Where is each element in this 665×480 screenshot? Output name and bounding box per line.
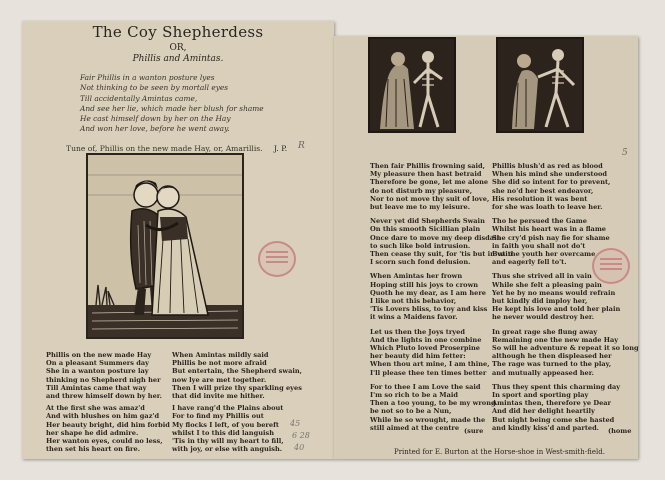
- pencil-number: 45: [290, 419, 301, 428]
- verse-line: Tho he persued the Game: [492, 217, 587, 226]
- verse-line: But entertain, the Shepherd swain,: [172, 367, 302, 376]
- verse-line: although he then displeased her: [492, 352, 612, 361]
- verse-line: whilst I to this did languish: [172, 428, 275, 437]
- verse-line: His resolution it was bent: [492, 194, 588, 203]
- verse-line: but leave me to my leisure.: [370, 203, 471, 212]
- verse-line: now lye are met together.: [172, 375, 267, 384]
- verse-line: I'm so rich to be a Maid: [370, 391, 458, 400]
- intro-line: And won her love, before he went away.: [80, 124, 230, 134]
- verse-line: When Amintas mildly said: [172, 351, 269, 359]
- verse-line: for she was loath to leave her.: [492, 203, 603, 212]
- verse-line: Then fair Phillis frowning said,: [370, 162, 485, 170]
- left-verse-column-2: [172, 351, 305, 454]
- verse-line: Once dare to move my deep disdain: [370, 233, 502, 242]
- verse-line: At the first she was amaz'd: [46, 404, 145, 413]
- verse-line: Quoth he my dear, as I am here: [370, 288, 486, 297]
- verse-line: thinking no Shepherd nigh her: [46, 375, 161, 384]
- verse-line: I scorn such fond delusion.: [370, 258, 471, 267]
- verse-line: that did invite me hither.: [172, 392, 265, 401]
- pencil-number: 40: [294, 443, 305, 452]
- verse-line: Thus they spent this charming day: [492, 382, 621, 391]
- right-broadside-sheet: [334, 36, 638, 459]
- verse-line: The rage was turned to the play,: [492, 360, 612, 369]
- intro-line: He cast himself down by her on the Hay: [80, 114, 231, 124]
- intro-line: Till accidentally Amintas came,: [80, 93, 198, 103]
- verse-line: Then I will prize thy sparkling eyes: [172, 383, 302, 392]
- intro-verse: [80, 73, 264, 135]
- ballad-title: The Coy Shepherdess: [92, 23, 264, 41]
- verse-line: She did so intent for to prevent,: [492, 178, 611, 187]
- intro-line: And see her lie, which made her blush for shame: [80, 103, 264, 113]
- ballad-subtitle: Phillis and Amintas.: [132, 54, 224, 64]
- verse-line: Hoping still his joys to crown: [370, 280, 479, 289]
- verse-line: then set his heart on fire.: [46, 445, 141, 454]
- verse-line: In great rage she flung away: [492, 327, 598, 336]
- verse-line: Her beauty bright, did him forbid: [46, 420, 170, 429]
- verse-line: Let us then the Joys tryed: [370, 327, 465, 336]
- verse-line: it wins a Maidens favor.: [370, 313, 458, 322]
- verse-line: My flocks I left, of you bereft: [172, 420, 279, 429]
- verse-line: My pleasure then hast betraid: [370, 170, 482, 179]
- verse-line: For to find my Phillis out: [172, 412, 264, 421]
- verse-line: and eagerly fell to't.: [492, 258, 567, 267]
- verse-line: She in a wanton posture lay: [46, 367, 149, 376]
- left-verse-column-1: [46, 351, 170, 453]
- verse-line: Phillis on the new made Hay: [46, 351, 152, 359]
- pencil-mark: 5: [622, 148, 628, 158]
- verse-line: still aimed at the centre: [370, 423, 460, 432]
- dance-of-death-woodcut-left: [368, 37, 456, 133]
- verse-line: He kept his love and told her plain: [492, 305, 621, 314]
- right-verse-aside: (sure: [464, 427, 484, 435]
- verse-line: Her wanton eyes, could no less,: [46, 437, 163, 446]
- verse-line: her shape he did admire.: [46, 428, 139, 437]
- verse-line: She cry'd pish nay fie for shame: [492, 233, 610, 242]
- intro-line: Not thinking to be seen by mortall eyes: [80, 83, 229, 93]
- pencil-number: 6 28: [292, 431, 310, 440]
- verse-line: Never yet did Shepherds Swain: [370, 217, 485, 226]
- verse-line: and threw himself down by her.: [46, 392, 162, 401]
- verse-line: While he so wrought, made the: [370, 415, 486, 424]
- verse-line: do not disturb my pleasure,: [370, 186, 473, 195]
- verse-line: When thou art mine, I am thine,: [370, 360, 490, 369]
- verse-line: In sport and sporting play: [492, 391, 589, 400]
- title-or: OR,: [169, 43, 187, 53]
- verse-line: Whilst his heart was in a flame: [492, 225, 607, 234]
- verse-line: And the lights in one combine: [370, 335, 482, 344]
- verse-line: When Amintas her frown: [370, 272, 463, 281]
- verse-line: to such like bold intrusion.: [370, 241, 471, 250]
- verse-line: Yet he by no means would refrain: [492, 288, 616, 297]
- right-verse-column-2: [492, 162, 639, 432]
- verse-line: with joy, or else with anguish.: [172, 445, 283, 454]
- couple-woodcut: [86, 153, 244, 339]
- tune-line: Tune of, Phillis on the new made Hay, or, Amarillis.: [66, 144, 263, 153]
- verse-line: be not so to be a Nun,: [370, 407, 452, 416]
- verse-line: 'Tis in thy will my heart to fill,: [172, 437, 284, 446]
- verse-line: Then a too young, to be my wrong: [370, 399, 496, 408]
- verse-line: Then cease thy suit, for 'tis but in vain: [370, 250, 513, 259]
- verse-line: Remaining one the new made Hay: [492, 335, 619, 344]
- verse-line: But the youth her overcame: [492, 250, 596, 259]
- verse-line: Thus she strived all in vain: [492, 272, 592, 281]
- imprint-footer: Printed for E. Burton at the Horse-shoe in West-smith-field.: [394, 448, 605, 456]
- verse-line: and mutually appeased her.: [492, 368, 594, 377]
- verse-line: On a pleasant Summers day: [46, 359, 150, 368]
- verse-line: But night being come she hasted: [492, 415, 615, 424]
- pencil-initial: R: [298, 141, 305, 151]
- verse-line: in faith you shall not do't: [492, 241, 586, 250]
- verse-line: she no'd her best endeavor,: [492, 186, 594, 195]
- verse-line: I like not this behavior,: [370, 297, 457, 306]
- verse-line: And did her delight heartily: [492, 407, 595, 416]
- verse-line: Therefore be gone, let me alone: [370, 178, 489, 187]
- author-initials: J. P.: [274, 144, 288, 153]
- verse-line: Which Pluto loved Proserpine: [370, 344, 480, 353]
- library-stamp: [258, 241, 296, 277]
- intro-line: Fair Phillis in a wanton posture lyes: [80, 73, 215, 82]
- verse-line: Till Amintas came that way: [46, 383, 147, 392]
- left-broadside-sheet: [22, 21, 334, 459]
- verse-line: Amintas then, therefore ye Dear: [492, 399, 612, 408]
- verse-line: When his mind she understood: [492, 170, 608, 179]
- verse-line: So will he adventure & repeat it so long: [492, 344, 639, 353]
- verse-line: and kindly kiss'd and parted.: [492, 423, 599, 432]
- verse-line: For to thee I am Love the said: [370, 382, 481, 391]
- verse-line: Nor to not move thy suit of love,: [370, 194, 490, 203]
- verse-line: And with blushes on him gaz'd: [46, 412, 160, 421]
- verse-line: her beauty did him fetter:: [370, 352, 466, 361]
- verse-line: Phillis be not more afraid: [172, 359, 267, 368]
- verse-line: On this smooth Sicillian plain: [370, 225, 481, 234]
- verse-line: I have rang'd the Plains about: [172, 404, 284, 413]
- verse-line: Phillis blush'd as red as blood: [492, 162, 603, 170]
- verse-line: While she felt a pleasing pain: [492, 280, 602, 289]
- verse-line: I'll please thee ten times better: [370, 368, 487, 377]
- verse-line: but kindly did imploy her,: [492, 297, 588, 306]
- verse-line: he never would destroy her.: [492, 313, 595, 322]
- library-stamp: [592, 248, 630, 284]
- verse-line: 'Tis Lovers bliss, to toy and kiss: [370, 305, 488, 314]
- dance-of-death-woodcut-right: [496, 37, 584, 133]
- right-verse-aside: (home: [608, 427, 632, 435]
